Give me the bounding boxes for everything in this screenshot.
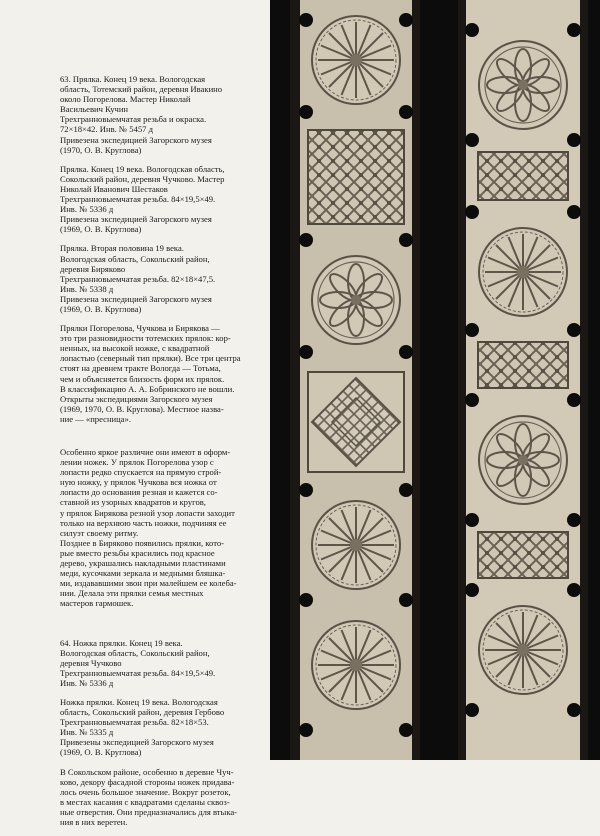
text-line: Особенно яркое различие они имеют в оформ- (60, 447, 231, 457)
photo-carved-spinning-wheel-legs (270, 0, 600, 760)
text-line: Привезена экспедицией Загорского музея (60, 134, 212, 145)
text-line: нии. Делала эти прялки семья местных (60, 588, 204, 599)
text-line: ние — «пресница». (60, 413, 131, 424)
text-line: Позднее в Биряково появились прялки, кото- (60, 537, 225, 548)
text-line: стоят на древнем тракте Вологда — Тотьма, (60, 363, 221, 374)
text-line: Трехгранновыемчатая резьба. 84×19,5×49. (60, 194, 216, 205)
text-line: Привезена экспедицией Загорского музея (60, 214, 212, 225)
paragraph-legs (60, 447, 266, 609)
text-line: Николай Иванович Шестаков (60, 183, 168, 194)
text-line: В классификацию А. А. Бобринского не вошли. (60, 383, 235, 394)
text-line: (1970, О. В. Круглова) (60, 144, 142, 155)
rosette-carving (312, 621, 400, 709)
lattice-square (308, 130, 404, 224)
text-line: Вологодская область, Сокольский район, (60, 253, 210, 264)
text-line: дерево, украшались накладными пластинами (60, 558, 226, 569)
text-line: мастеров гармошек. (60, 598, 134, 609)
rosette-carving (312, 16, 400, 104)
text-line: (1969, О. В. Круглова) (60, 224, 142, 235)
text-line: Трехгранновыемчатая резьба. 82×18×53. (60, 717, 209, 728)
text-line: Привезена экспедицией Загорского музея (60, 293, 212, 304)
text-line: Инв. № 5336 д (60, 204, 114, 215)
text-line: Васильевич Кучин (60, 104, 129, 115)
text-line: лопастью (северный тип прялки). Все три центра (60, 353, 241, 364)
text-line: 64. Ножка прялки. Конец 19 века. (60, 637, 183, 648)
text-line: чем и объясняется близость форм их прялок. (60, 373, 225, 384)
lattice-band (478, 152, 568, 200)
text-line: ставной из узорных квадратов и кругов, (60, 497, 206, 508)
text-column (60, 74, 266, 836)
lattice-band (478, 532, 568, 578)
text-line: Трехгранновыемчатая резьба. 82×18×47,5. (60, 273, 216, 284)
rosette-carving (479, 228, 567, 316)
diamond-square (308, 372, 404, 472)
text-line: Прялка. Конец 19 века. Вологодская область, (60, 163, 225, 174)
text-line: деревня Биряково (60, 263, 126, 274)
text-line: В Сокольском районе, особенно в деревне Чуч- (60, 766, 234, 777)
carved-legs-illustration (270, 0, 600, 760)
text-line: лось очень большое значение. Вокруг розеток, (60, 786, 231, 797)
caption-64 (60, 638, 266, 688)
text-line: Инв. № 5336 д (60, 677, 114, 688)
text-line: Трехгранновыемчатая резьба и окраска. (60, 114, 207, 125)
paragraph-sokol (60, 767, 266, 828)
rosette-carving (312, 501, 400, 589)
flower-rosette-carving (479, 41, 567, 129)
text-line: (1969, О. В. Круглова) (60, 747, 142, 758)
right-carved-leg (458, 0, 588, 760)
text-line: Ножка прялки. Конец 19 века. Вологодская (60, 696, 218, 707)
text-line: Сокольский район, деревня Чучково. Мастер (60, 173, 225, 184)
caption-gerbovo (60, 697, 266, 758)
caption-63 (60, 74, 266, 155)
text-line: Привезены экспедицией Загорского музея (60, 737, 214, 748)
text-line: деревня Чучково (60, 657, 122, 668)
text-line: около Погорелова. Мастер Николай (60, 94, 191, 105)
text-line: ково, декору фасадной стороны ножек придава- (60, 776, 235, 787)
text-line: у прялок Бирякова резной узор лопасти заходит (60, 507, 235, 518)
text-line: меди, кусочками зеркала и медными бляшка- (60, 568, 226, 579)
text-line: только на верхнюю часть ножки, подчиняя ее (60, 517, 227, 528)
text-line: рые вместо резьбы красились под красное (60, 547, 215, 558)
text-line: 72×18×42. Инв. № 5457 д (60, 124, 153, 135)
text-line: ми, издававшими звон при малейшем ее колеба- (60, 578, 237, 589)
text-line: лении ножек. У прялок Погорелова узор с (60, 457, 214, 468)
flower-rosette-carving (312, 256, 400, 344)
caption-chuchkovo (60, 164, 266, 235)
text-line: (1969, О. В. Круглова) (60, 303, 142, 314)
flower-rosette-carving (479, 416, 567, 504)
text-line: лопасти редко спускается на прямую строй- (60, 467, 222, 478)
text-line: Трехгранновыемчатая резьба. 84×19,5×49. (60, 667, 216, 678)
text-line: Прялка. Вторая половина 19 века. (60, 243, 184, 254)
text-line: лопасти до основания резная и кажется со- (60, 487, 218, 498)
text-line: 63. Прялка. Конец 19 века. Вологодская (60, 74, 206, 84)
text-line: Прялки Погорелова, Чучкова и Бирякова — (60, 323, 220, 334)
text-line: область, Тотемский район, деревня Ивакино (60, 84, 223, 95)
caption-biryakovo (60, 243, 266, 314)
rosette-carving (479, 606, 567, 694)
text-line: ненных, на высокой ножке, с квадратной (60, 343, 210, 354)
text-line: это три разновидности тотемских прялок: кор- (60, 333, 231, 344)
text-line: область, Сокольский район, деревня Гербово (60, 707, 225, 718)
text-line: Открыты экспедициями Загорского музея (60, 393, 213, 404)
text-line: силуэт своему ритму. (60, 527, 139, 538)
left-carved-leg (290, 0, 420, 760)
paragraph-types (60, 323, 266, 424)
text-line: Вологодская область, Сокольский район, (60, 647, 210, 658)
text-line: ния в них веретен. (60, 817, 128, 827)
text-line: Инв. № 5338 д (60, 283, 114, 294)
text-line: ные отверстия. Они предназначались для втыка- (60, 806, 238, 817)
text-line: Инв. № 5335 д (60, 727, 114, 738)
text-line: ную ножку, у прялок Чучкова вся ножка от (60, 477, 217, 488)
text-line: в местах касания с квадратами сделаны сквоз- (60, 796, 230, 807)
lattice-band (478, 342, 568, 388)
text-line: (1969, 1970, О. В. Круглова). Местное назва- (60, 403, 224, 414)
